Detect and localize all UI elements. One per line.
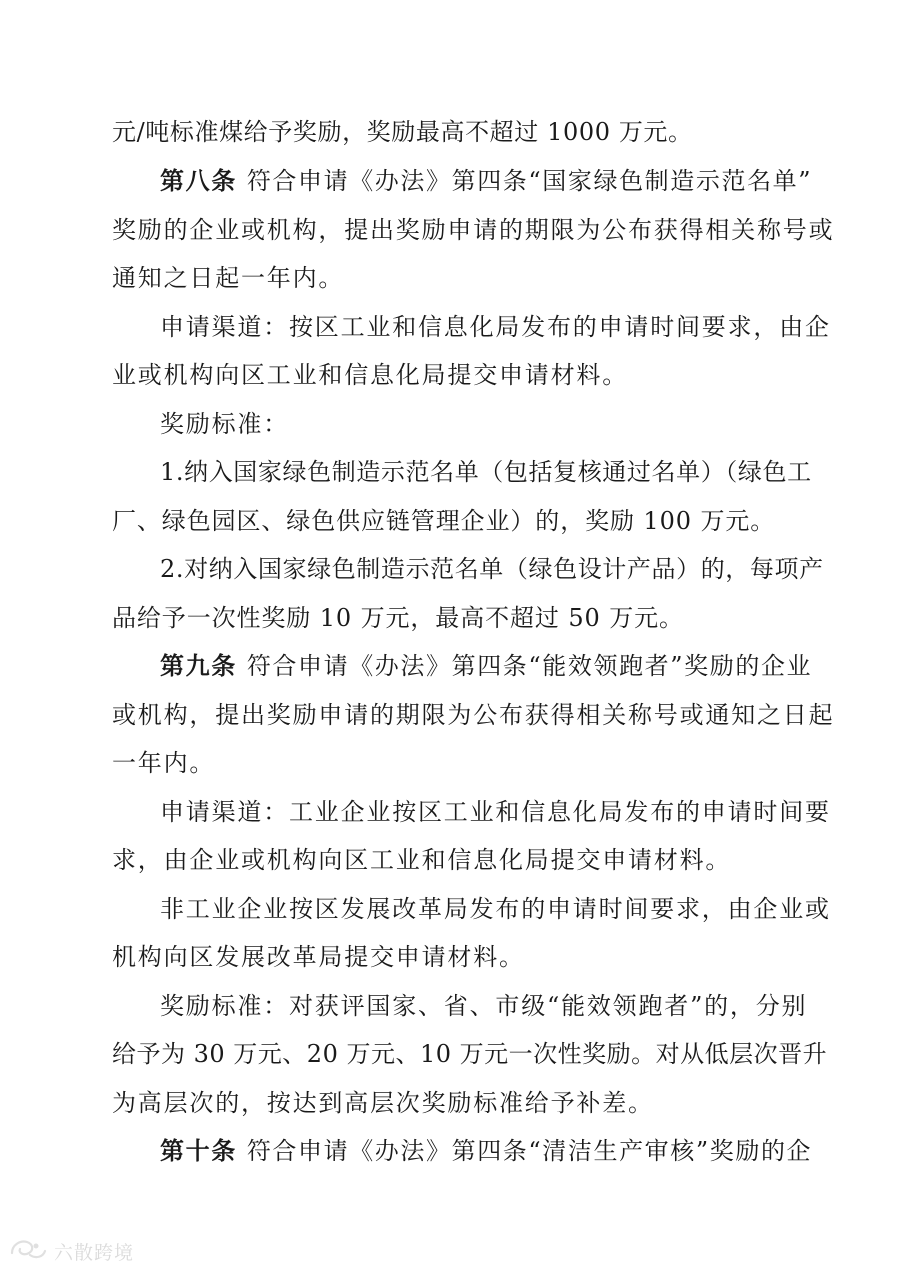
text-line <box>0 941 900 973</box>
text-line <box>0 359 900 391</box>
line-text: 符合申请《办法》第四条“清洁生产审核”奖励的企 <box>246 1137 813 1165</box>
text-line <box>0 262 900 294</box>
line-text: 机构向区发展改革局提交申请材料。 <box>112 943 525 971</box>
text-line <box>0 214 900 246</box>
brand-logo-icon <box>8 1237 48 1265</box>
text-line <box>0 893 900 925</box>
article-number: 第十条 <box>160 1136 237 1165</box>
text-line <box>0 699 900 731</box>
text-line <box>0 505 900 537</box>
line-text: 奖励的企业或机构，提出奖励申请的期限为公布获得相关称号或 <box>112 216 835 244</box>
text-line <box>0 1087 900 1119</box>
line-text: 厂、绿色园区、绿色供应链管理企业）的，奖励 100 万元。 <box>112 507 776 535</box>
line-text: 为高层次的，按达到高层次奖励标准给予补差。 <box>112 1089 654 1117</box>
line-text: 业或机构向区工业和信息化局提交申请材料。 <box>112 361 628 389</box>
line-text: 非工业企业按区发展改革局发布的申请时间要求，由企业或 <box>160 895 831 923</box>
text-line <box>0 844 900 876</box>
text-line <box>0 1038 900 1070</box>
line-text: 给予为 30 万元、20 万元、10 万元一次性奖励。对从低层次晋升 <box>112 1040 828 1068</box>
line-text: 一年内。 <box>112 749 216 777</box>
article-heading-line <box>0 1135 900 1167</box>
text-line <box>0 456 900 488</box>
text-line <box>0 990 900 1022</box>
line-text: 奖励标准：对获评国家、省、市级“能效领跑者”的，分别 <box>160 992 808 1020</box>
line-text: 2.对纳入国家绿色制造示范名单（绿色设计产品）的，每项产 <box>160 555 824 583</box>
text-line <box>0 796 900 828</box>
line-text: 1.纳入国家绿色制造示范名单（包括复核通过名单）（绿色工 <box>160 458 812 486</box>
article-heading-line <box>0 650 900 682</box>
text-line <box>0 747 900 779</box>
line-text: 元/吨标准煤给予奖励，奖励最高不超过 1000 万元。 <box>112 118 693 146</box>
line-text: 或机构，提出奖励申请的期限为公布获得相关称号或通知之日起 <box>112 701 835 729</box>
line-text: 申请渠道：按区工业和信息化局发布的申请时间要求，由企 <box>160 313 831 341</box>
watermark <box>8 1236 134 1266</box>
text-line <box>0 553 900 585</box>
line-text: 符合申请《办法》第四条“国家绿色制造示范名单” <box>246 167 813 195</box>
line-text: 申请渠道：工业企业按区工业和信息化局发布的申请时间要 <box>160 798 831 826</box>
article-heading-line <box>0 165 900 197</box>
text-line <box>0 116 900 148</box>
text-line <box>0 602 900 634</box>
text-line <box>0 311 900 343</box>
line-text: 奖励标准： <box>160 410 289 438</box>
line-text: 符合申请《办法》第四条“能效领跑者”奖励的企业 <box>246 652 813 680</box>
text-line <box>0 408 900 440</box>
article-number: 第八条 <box>160 166 237 195</box>
line-text: 通知之日起一年内。 <box>112 264 345 292</box>
article-number: 第九条 <box>160 651 237 680</box>
line-text: 品给予一次性奖励 10 万元，最高不超过 50 万元。 <box>112 604 684 632</box>
line-text: 求，由企业或机构向区工业和信息化局提交申请材料。 <box>112 846 732 874</box>
watermark-text: 六散跨境 <box>54 1241 135 1264</box>
